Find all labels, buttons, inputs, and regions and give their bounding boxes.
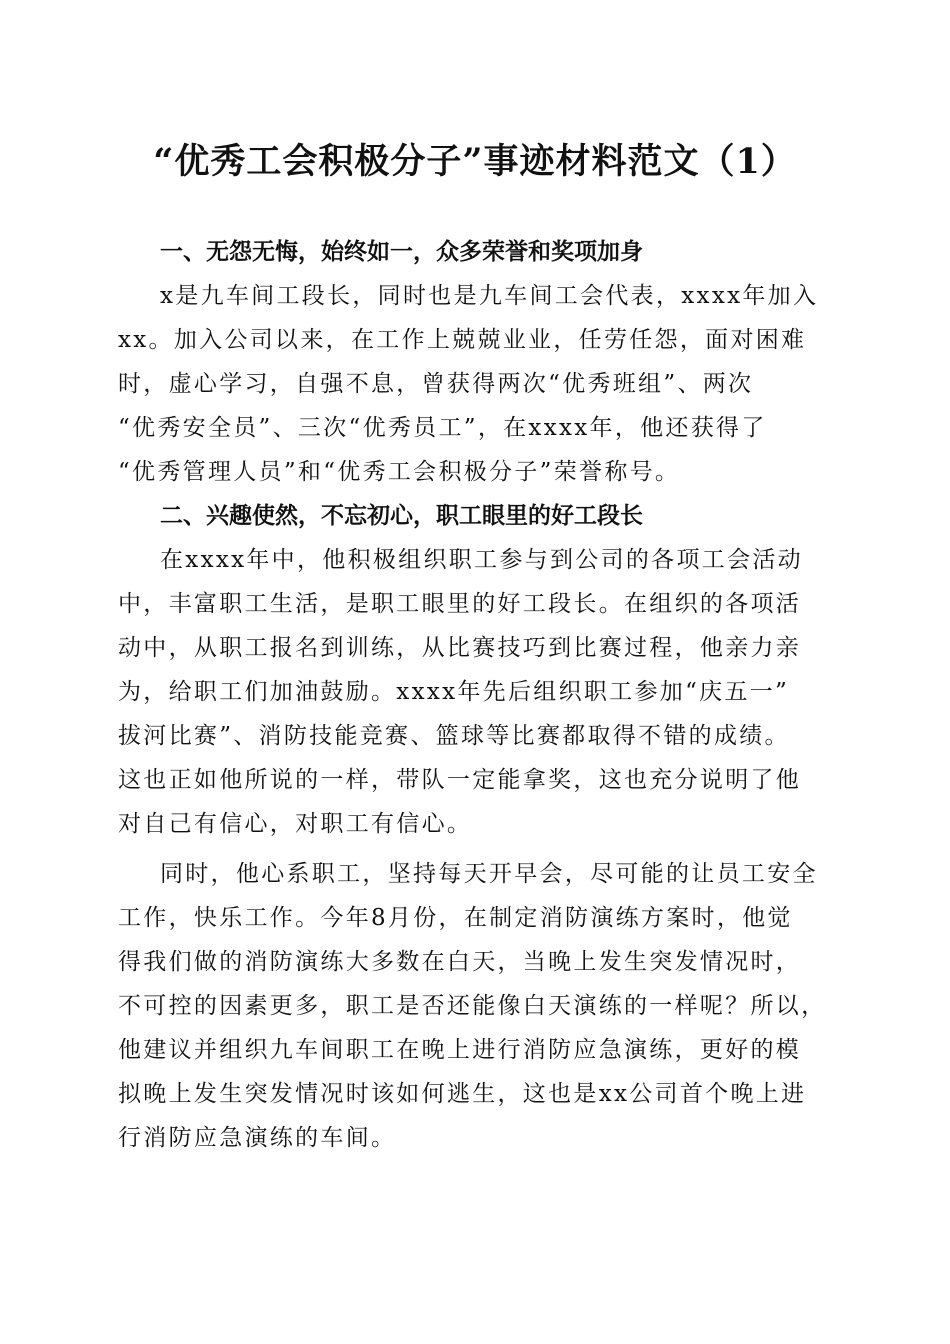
- paragraph-line: 在xxxx年中，他积极组织职工参与到公司的各项工会活动: [160, 547, 803, 573]
- paragraph-line: “优秀安全员”、三次“优秀员工”，在xxxx年，他还获得了: [118, 415, 767, 441]
- paragraph-line: x是九车间工段长，同时也是九车间工会代表，xxxx年加入: [160, 283, 819, 309]
- section-2: [118, 494, 826, 1160]
- paragraph-line: 不可控的因素更多，职工是否还能像白天演练的一样呢？所以，: [118, 993, 827, 1019]
- document-title: “优秀工会积极分子”事迹材料范文（1）: [153, 141, 797, 182]
- paragraph-line: “优秀管理人员”和“优秀工会积极分子”荣誉称号。: [118, 459, 681, 485]
- paragraph: [118, 538, 826, 846]
- paragraph-line: 动中，从职工报名到训练，从比赛技巧到比赛过程，他亲力亲: [118, 635, 802, 661]
- paragraph-line: xx。加入公司以来，在工作上兢兢业业，任劳任怨，面对困难: [118, 327, 807, 353]
- section-1: [118, 230, 826, 494]
- paragraph: [118, 852, 826, 1160]
- paragraph-line: 拟晚上发生突发情况时该如何逃生，这也是xx公司首个晚上进: [118, 1081, 807, 1107]
- paragraph-line: 对自己有信心，对职工有信心。: [118, 811, 473, 837]
- paragraph-line: 拔河比赛”、消防技能竞赛、篮球等比赛都取得不错的成绩。: [118, 723, 790, 749]
- paragraph-line: 行消防应急演练的车间。: [118, 1125, 397, 1151]
- paragraph-line: 同时，他心系职工，坚持每天开早会，尽可能的让员工安全: [160, 861, 818, 887]
- paragraph: [118, 274, 826, 494]
- paragraph-line: 工作，快乐工作。今年8月份，在制定消防演练方案时，他觉: [118, 905, 793, 931]
- section-heading: 一、无怨无悔，始终如一，众多荣誉和奖项加身: [160, 239, 643, 265]
- paragraph-line: 中，丰富职工生活，是职工眼里的好工段长。在组织的各项活: [118, 591, 802, 617]
- paragraph-line: 时，虚心学习，自强不息，曾获得两次“优秀班组”、两次: [118, 371, 754, 397]
- section-heading: 二、兴趣使然，不忘初心，职工眼里的好工段长: [160, 503, 643, 529]
- paragraph-line: 这也正如他所说的一样，带队一定能拿奖，这也充分说明了他: [118, 767, 802, 793]
- paragraph-line: 得我们做的消防演练大多数在白天，当晚上发生突发情况时，: [118, 949, 802, 975]
- document-body: [118, 230, 826, 1160]
- paragraph-line: 为，给职工们加油鼓励。xxxx年先后组织职工参加“庆五一”: [118, 679, 790, 705]
- paragraph-line: 他建议并组织九车间职工在晚上进行消防应急演练，更好的模: [118, 1037, 802, 1063]
